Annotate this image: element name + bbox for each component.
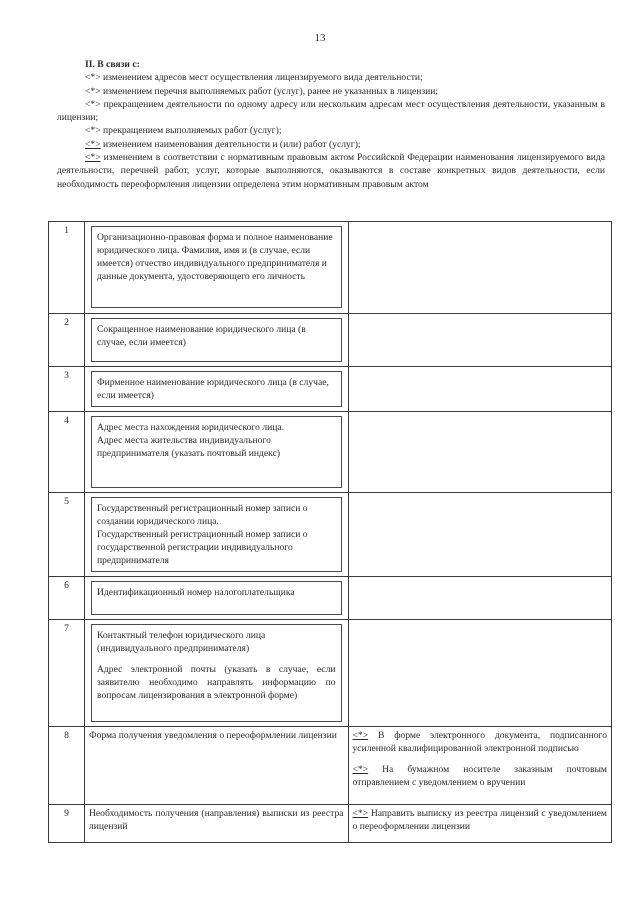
reason-item-1[interactable] [57, 71, 605, 84]
table-row [49, 493, 612, 577]
field-label [91, 497, 342, 572]
field-label-part: Государственный регистрационный номер записи о создании юридического лица. [97, 503, 308, 527]
table-row [49, 222, 612, 314]
reason-item-4[interactable] [57, 124, 605, 137]
option-label: В форме электронного документа, подписанного усиленной квалифицированной электронной подписью [352, 730, 607, 754]
field-label: Идентификационный номер налогоплательщика [91, 581, 342, 615]
row-number: 6 [49, 577, 85, 620]
row-number: 7 [49, 620, 85, 727]
field-value-input[interactable] [348, 493, 612, 577]
section-intro [57, 58, 605, 191]
field-value-input[interactable] [348, 412, 612, 493]
option-electronic-checkbox[interactable] [353, 729, 608, 755]
field-label: Необходимость получения (направления) выписки из реестра лицензий [85, 805, 349, 843]
license-form-table [48, 221, 612, 843]
row-number: 9 [49, 805, 85, 843]
table-row [49, 367, 612, 412]
page-number: 13 [314, 32, 326, 44]
reason-text: изменением наименования деятельности и (или) работ (услуг); [100, 138, 361, 150]
field-label-part: Адрес электронной почты (указать в случае, если заявителю необходимо направлять информацию по вопросам лицензирования в электронной форме) [97, 664, 336, 701]
field-value-input[interactable] [348, 577, 612, 620]
field-label: Организационно-правовая форма и полное наименование юридического лица. Фамилия, имя и (в случае, если имеется) отчество индивидуального предпринимателя и данные документа, удостоверяющего его личность [91, 226, 342, 308]
option-paper-checkbox[interactable] [353, 763, 608, 789]
field-label [91, 624, 342, 722]
field-value-input[interactable] [348, 367, 612, 412]
row-number: 2 [49, 314, 85, 367]
table-row [49, 805, 612, 843]
option-label: Направить выписку из реестра лицензий с уведомлением о переоформлении лицензии [352, 808, 607, 832]
row-number: 4 [49, 412, 85, 493]
row-number: 3 [49, 367, 85, 412]
field-label [91, 416, 342, 488]
reason-item-2[interactable] [57, 85, 605, 98]
reason-text: изменением перечня выполняемых работ (услуг), ранее не указанных в лицензии; [100, 85, 439, 97]
field-label: Фирменное наименование юридического лица (в случае, если имеется) [91, 371, 342, 407]
reason-item-3[interactable] [57, 98, 605, 125]
row-number: 5 [49, 493, 85, 577]
field-label: Форма получения уведомления о переоформлении лицензии [85, 727, 349, 805]
field-label: Сокращенное наименование юридического лица (в случае, если имеется) [91, 318, 342, 362]
option-mark: <*> [352, 764, 369, 775]
row-number: 1 [49, 222, 85, 314]
option-send-extract-checkbox[interactable] [353, 807, 608, 833]
field-label-part: Адрес места нахождения юридического лица. [97, 422, 285, 433]
reason-mark: <*> [85, 72, 101, 84]
field-label-part: Государственный регистрационный номер записи о государственной регистрации индивидуального предпринимателя [97, 529, 308, 566]
reason-text: изменением адресов мест осуществления лицензируемого вида деятельности; [100, 72, 423, 84]
reason-mark: <*> [85, 125, 101, 137]
row-number: 8 [49, 727, 85, 805]
reason-text: прекращением деятельности по одному адресу или нескольким адресам мест осуществления деятельности, указанным в лицензии; [57, 98, 605, 124]
field-label-part: Адрес места жительства индивидуального предпринимателя (указать почтовый индекс) [97, 435, 281, 459]
section-heading: II. В связи с: [85, 59, 140, 70]
table-row [49, 620, 612, 727]
field-value-input[interactable] [348, 620, 612, 727]
table-row [49, 314, 612, 367]
reason-text: изменением в соответствии с нормативным правовым актом Российской Федерации наименования лицензируемого вида деятельности, перечней работ, услуг, которые выполняются, оказываются в составе конкретных видов деятельности, если необходимость переоформления лицензии определена этим нормативным правовым актом [57, 152, 605, 190]
reason-item-6[interactable] [57, 151, 605, 191]
reason-mark: <*> [85, 138, 101, 150]
reason-mark: <*> [85, 98, 101, 110]
option-mark: <*> [352, 730, 369, 741]
option-label: На бумажном носителе заказным почтовым отправлением с уведомлением о вручении [352, 764, 607, 788]
reason-text: прекращением выполняемых работ (услуг); [100, 125, 282, 137]
reason-item-5[interactable] [57, 138, 605, 151]
field-value-input[interactable] [348, 314, 612, 367]
field-value-input[interactable] [348, 222, 612, 314]
reason-mark: <*> [85, 85, 101, 97]
option-mark: <*> [352, 808, 369, 819]
reason-mark: <*> [85, 152, 101, 164]
table-row [49, 412, 612, 493]
table-row [49, 727, 612, 805]
field-label-part: Контактный телефон юридического лица (индивидуального предпринимателя) [97, 630, 266, 654]
table-row [49, 577, 612, 620]
